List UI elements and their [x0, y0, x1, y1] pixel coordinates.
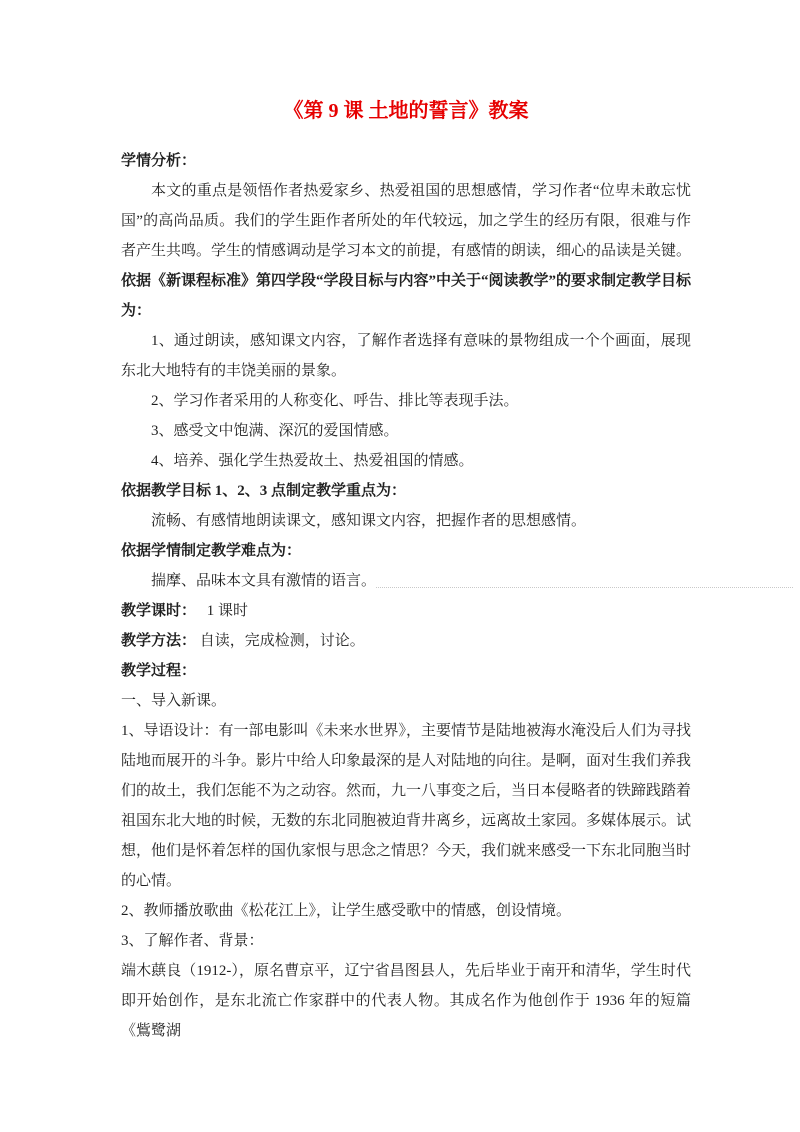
heading-difficult-points: 依据学情制定教学难点为：	[121, 543, 302, 559]
row-class-hours	[121, 596, 691, 626]
heading-teaching-process: 教学过程：	[121, 663, 197, 679]
para-author-intro: 端木蕻良（1912-），原名曹京平，辽宁省昌图县人，先后毕业于南开和清华，学生时代即开始创作，是东北流亡作家群中的代表人物。其成名作为他创作于 1936 年的短篇《鴜鹭湖	[121, 963, 691, 1039]
para-difficult-points-text: 揣摩、品味本文具有激情的语言。	[151, 573, 377, 589]
teaching-method-label: 教学方法：	[121, 633, 197, 649]
heading-learner-analysis: 学情分析：	[121, 153, 197, 169]
para-learner-analysis: 本文的重点是领悟作者热爱家乡、热爱祖国的思想感情，学习作者“位卑未敢忘忧国”的高尚品质。我们的学生距作者所处的年代较远，加之学生的经历有限，很难与作者产生共鸣。学生的情感调动是学习本文的前提，有感情的朗读，细心的品读是关键。	[121, 183, 692, 259]
para-author-background: 3、了解作者、背景：	[121, 933, 264, 949]
teaching-method-value: 自读，完成检测，讨论。	[199, 633, 365, 649]
para-difficult-points	[121, 566, 691, 596]
para-objective-4: 4、培养、强化学生热爱故土、热爱祖国的情感。	[151, 453, 474, 469]
class-hours-label: 教学课时：	[121, 603, 197, 619]
doc-body	[121, 146, 691, 1046]
heading-key-points: 依据教学目标 1、2、3 点制定教学重点为：	[121, 483, 407, 499]
row-teaching-method	[121, 626, 691, 656]
para-play-song: 2、教师播放歌曲《松花江上》，让学生感受歌中的情感，创设情境。	[121, 903, 572, 919]
para-objective-2: 2、学习作者采用的人称变化、呼告、排比等表现手法。	[151, 393, 519, 409]
dotted-divider	[376, 566, 793, 588]
doc-title: 《第 9 课 土地的誓言》教案	[283, 100, 529, 122]
para-objective-1: 1、通过朗读，感知课文内容，了解作者选择有意味的景物组成一个个画面，展现东北大地特有的丰饶美丽的景象。	[121, 333, 691, 379]
para-lead-in-design: 1、导语设计：有一部电影叫《未来水世界》，主要情节是陆地被海水淹没后人们为寻找陆地而展开的斗争。影片中给人印象最深的是人对陆地的向往。是啊，面对生我们养我们的故土，我们怎能不为之动容。然而，九一八事变之后，当日本侵略者的铁蹄践踏着祖国东北大地的时候，无数的东北同胞被迫背井离乡，远离故土家园。多媒体展示。试想，他们是怀着怎样的国仇家恨与思念之情思？今天，我们就来感受一下东北同胞当时的心情。	[121, 723, 692, 889]
para-objective-3: 3、感受文中饱满、深沉的爱国情感。	[151, 423, 399, 439]
class-hours-value: 1 课时	[206, 603, 249, 619]
heading-objectives: 依据《新课程标准》第四学段“学段目标与内容”中关于“阅读教学”的要求制定教学目标为：	[121, 273, 692, 319]
para-key-points: 流畅、有感情地朗读课文，感知课文内容，把握作者的思想感情。	[151, 513, 587, 529]
para-lead-in: 一、导入新课。	[121, 693, 227, 709]
